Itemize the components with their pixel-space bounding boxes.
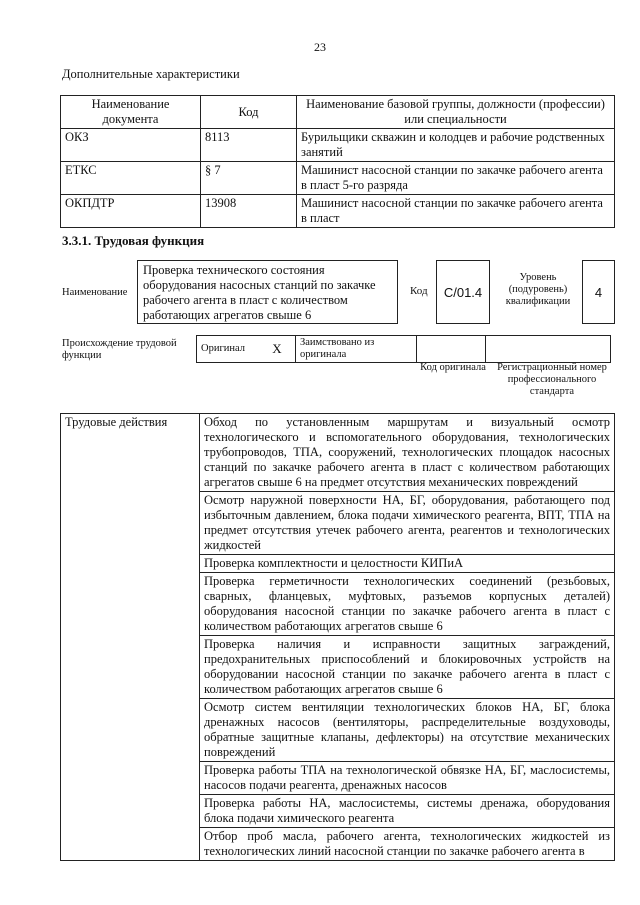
header-group-name: Наименование базовой группы, должности (профессии) или специальности [297,96,615,129]
row-document: ЕТКС [61,162,201,195]
registration-number-cell [486,336,611,363]
table-header-row [61,96,615,129]
function-code-label: Код [410,285,428,297]
table-row [61,129,615,162]
row-name: Машинист насосной станции по закачке рабочего агента в пласт [297,195,615,228]
page-number: 23 [314,40,326,54]
labor-actions-label: Трудовые действия [61,414,200,861]
section-title: 3.3.1. Трудовая функция [62,233,205,248]
labor-action-item: Проверка работы ТПА на технологической обвязке НА, БГ, маслосистемы, насосов подачи реагента, дренажных насосов [200,762,615,795]
qualification-level-label: Уровень (подуровень) квалификации [505,272,571,307]
original-label: Оригинал [197,336,260,363]
row-code: 13908 [201,195,297,228]
additional-characteristics-table [60,95,615,228]
additional-characteristics-heading: Дополнительные характеристики [62,67,240,81]
labor-action-item: Проверка наличия и исправности защитных заграждений, предохранительных приспособлений и блокировочных устройств на оборудовании насосной станции по закачке рабочего агента в пласт с количеством работающих агрегатов свыше 6 [200,636,615,699]
row-document: ОКПДТР [61,195,201,228]
original-mark: X [259,336,296,363]
qualification-level: 4 [582,260,615,324]
origin-table [196,335,611,363]
row-name: Машинист насосной станции по закачке рабочего агента в пласт 5-го разряда [297,162,615,195]
origin-label: Происхождение трудовой функции [62,338,177,361]
row-code: 8113 [201,129,297,162]
function-name: Проверка технического состояния оборудования насосных станций по закачке рабочего агента в пласт с количеством работающих агрегатов свыше 6 [137,260,398,324]
table-row [61,195,615,228]
labor-action-item: Проверка комплектности и целостности КИПиА [200,555,615,573]
labor-action-item: Осмотр систем вентиляции технологических блоков НА, БГ, блока дренажных насосов (вентиляторы, распределительные воздуховоды, обратные защитные клапаны, дефлекторы) на отсутствие механических повреждений [200,699,615,762]
registration-number-caption: Регистрационный номер профессионального стандарта [497,362,607,397]
labor-action-item: Осмотр наружной поверхности НА, БГ, оборудования, работающего под избыточным давлением, блока подачи химического реагента, ВПТ, ТПА на предмет отсутствия утечек рабочего агента, реагентов и технологических жидкостей [200,492,615,555]
function-name-label: Наименование [62,287,128,298]
labor-action-item: Проверка герметичности технологических соединений (резьбовых, сварных, фланцевых, муфтовых, разъемов корпусных деталей) оборудования насосной станции по закачке рабочего агента в пласт с количеством работающих агрегатов свыше 6 [200,573,615,636]
original-code-caption: Код оригинала [420,362,486,373]
row-document: ОКЗ [61,129,201,162]
labor-actions-table [60,413,615,861]
header-code: Код [201,96,297,129]
row-code: § 7 [201,162,297,195]
table-row [61,162,615,195]
original-code-cell [417,336,486,363]
labor-action-item: Проверка работы НА, маслосистемы, системы дренажа, оборудования блока подачи химического реагента [200,795,615,828]
labor-action-item: Отбор проб масла, рабочего агента, технологических жидкостей из технологических линий насосной станции по закачке рабочего агента в [200,828,615,861]
function-code: C/01.4 [436,260,490,324]
borrowed-label: Заимствовано из оригинала [296,336,417,363]
labor-action-item: Обход по установленным маршрутам и визуальный осмотр технологического и вспомогательного оборудования, технологических трубопроводов, ТПА, сооружений, технологических площадок насосных станций по закачке рабочего агента в пласт с количеством работающих агрегатов свыше 6 на предмет отсутствия механических повреждений [200,414,615,492]
row-name: Бурильщики скважин и колодцев и рабочие родственных занятий [297,129,615,162]
header-document: Наименование документа [61,96,201,129]
